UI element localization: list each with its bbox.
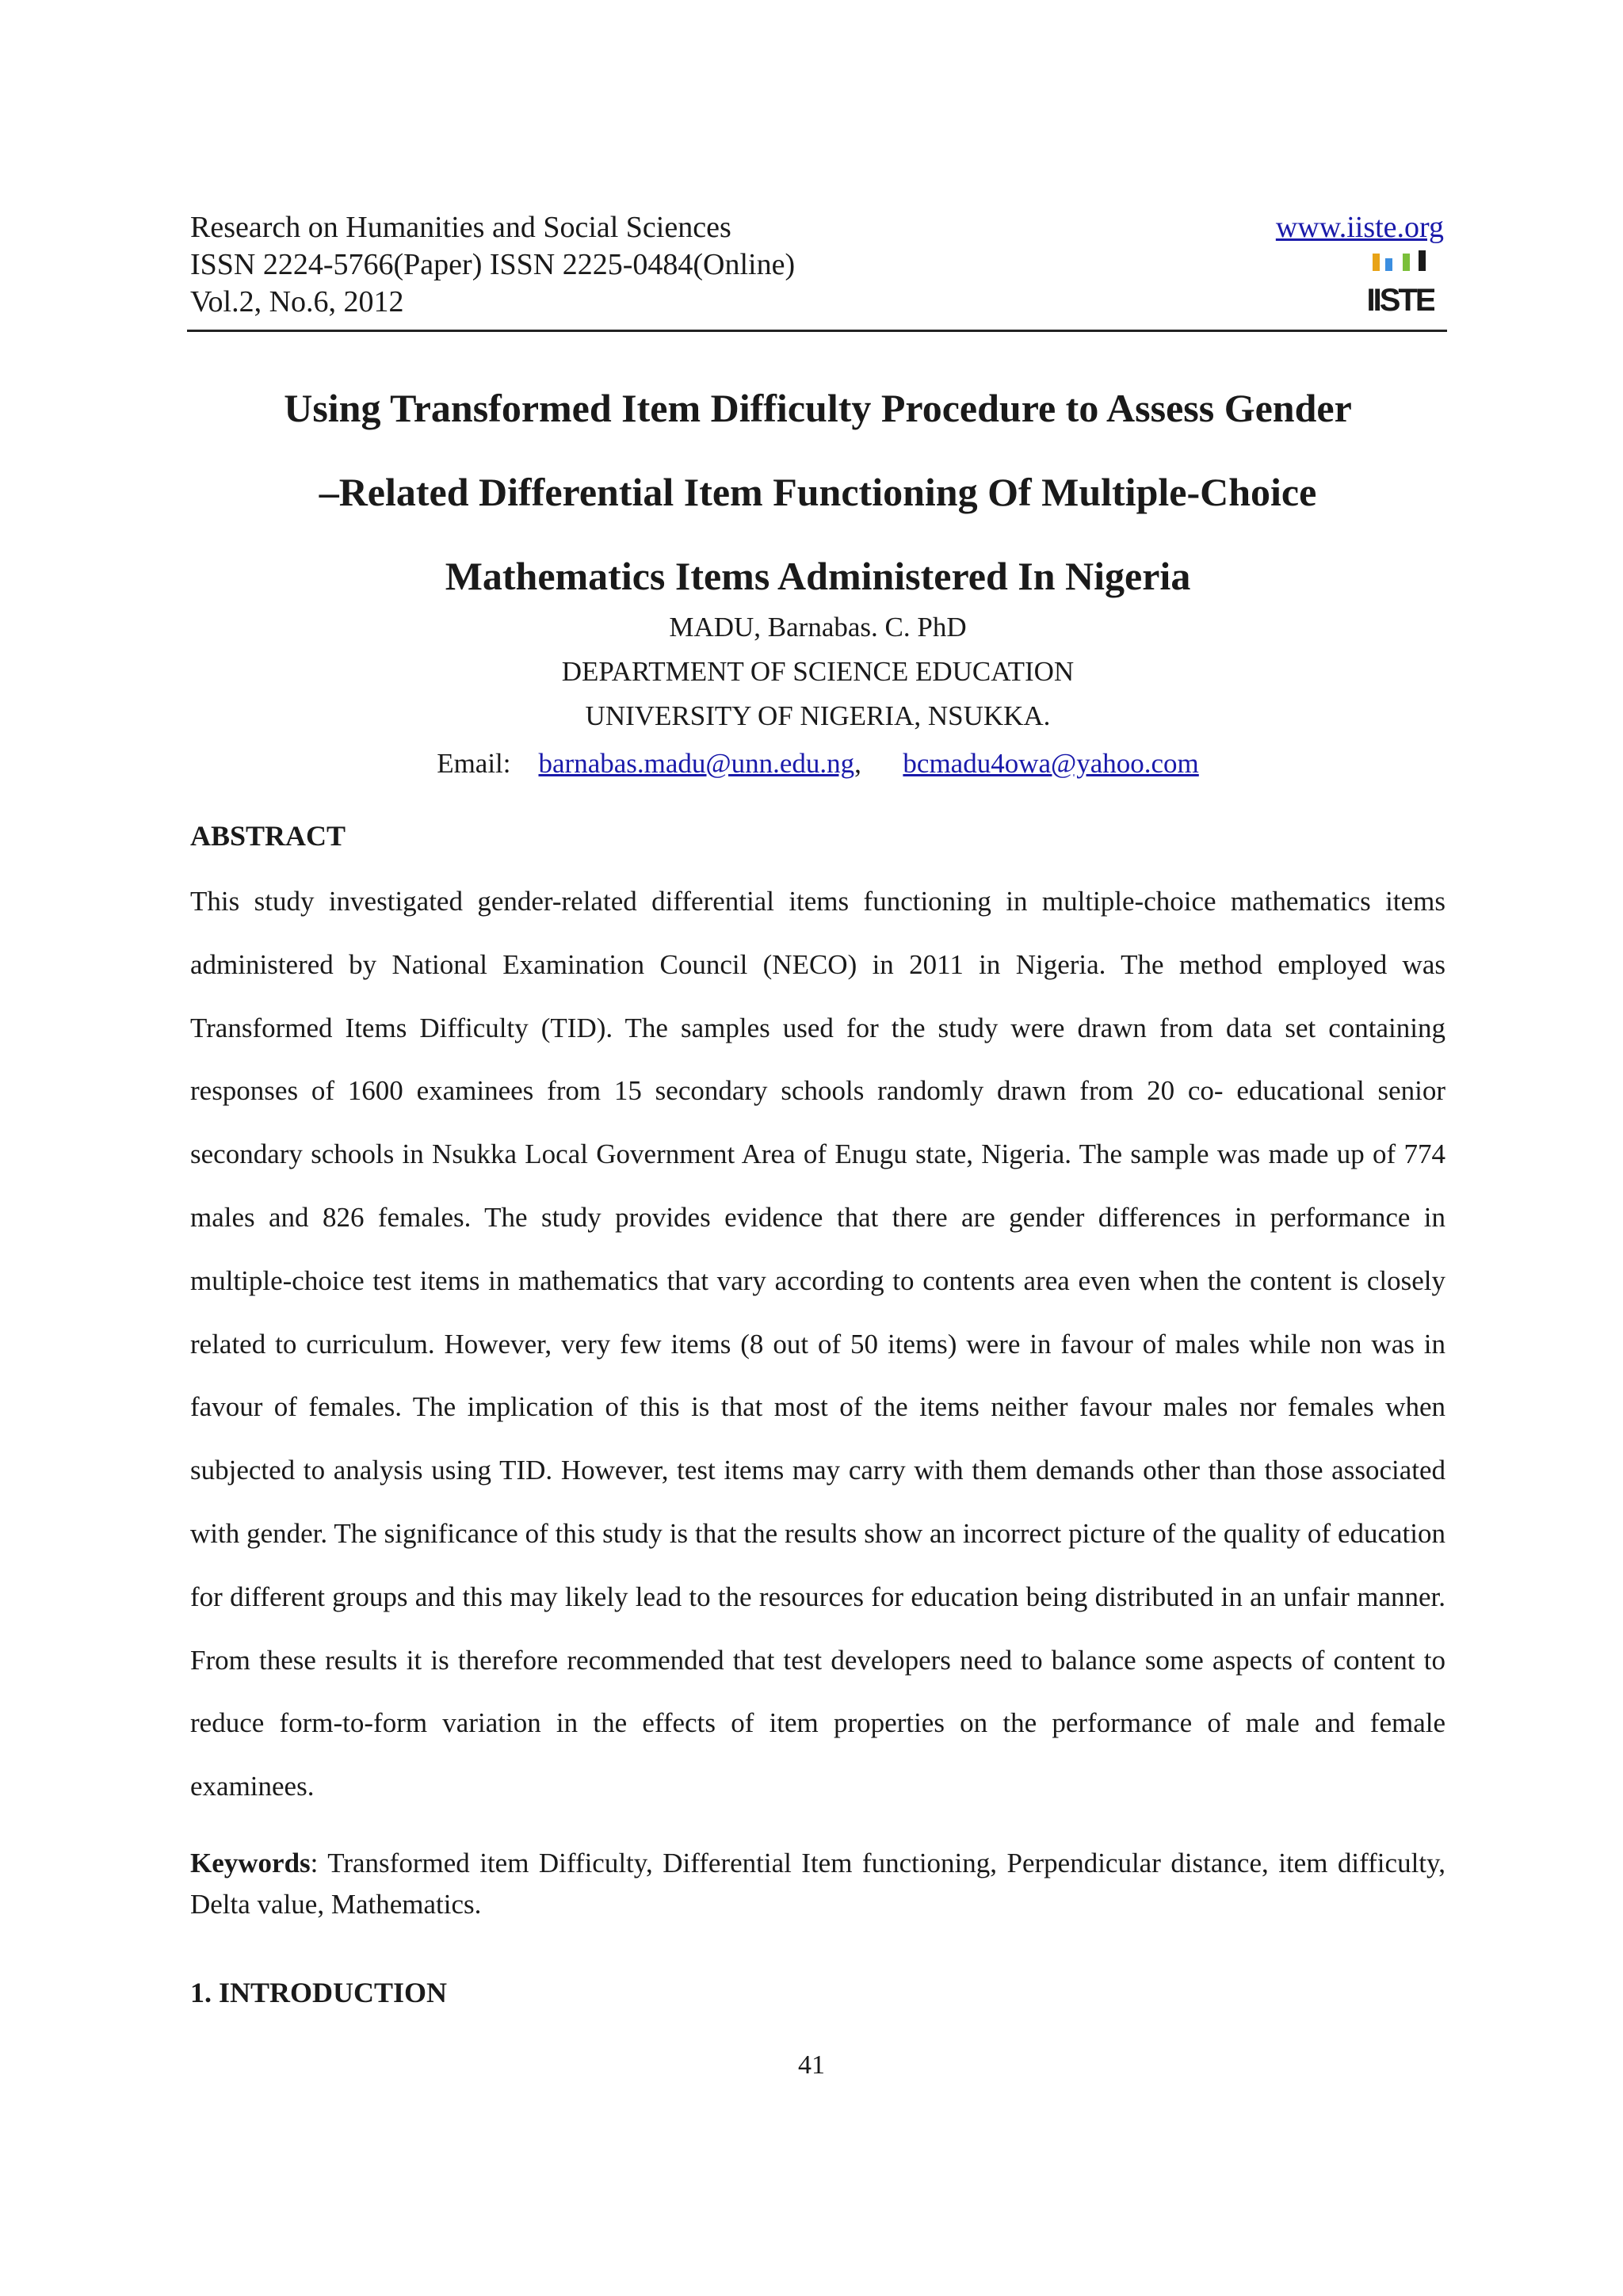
email-separator: , xyxy=(854,748,861,779)
email-link-1[interactable]: barnabas.madu@unn.edu.ng xyxy=(538,748,855,779)
title-line-1: Using Transformed Item Difficulty Procedure to Assess Gender xyxy=(284,386,1352,430)
author-block xyxy=(190,605,1445,786)
author-emails xyxy=(190,742,1445,786)
page-number: 41 xyxy=(798,2050,825,2080)
email-link-2[interactable]: bcmadu4owa@yahoo.com xyxy=(903,748,1199,779)
journal-issn: ISSN 2224-5766(Paper) ISSN 2225-0484(Online) xyxy=(190,248,796,281)
abstract-text: This study investigated gender-related differential items functioning in multiple-choice mathematics items administered by National Examination Council (NECO) in 2011 in Nigeria. The method employed was Transformed Items Difficulty (TID). The samples used for the study were drawn from data set containing responses of 1600 examinees from 15 secondary schools randomly drawn from 20 co- educational senior secondary schools in Nsukka Local Government Area of Enugu state, Nigeria. The sample was made up of 774 males and 826 females. The study provides evidence that there are gender differences in performance in multiple-choice test items in mathematics that vary according to contents area even when the content is closely related to curriculum. However, very few items (8 out of 50 items) were in favour of males while non was in favour of females. The implication of this is that most of the items neither favour males nor females when subjected to analysis using TID. However, test items may carry with them demands other than those associated with gender. The significance of this study is that the results show an incorrect picture of the quality of education for different groups and this may likely lead to the resources for education being distributed in an unfair manner. From these results it is therefore recommended that test developers need to balance some aspects of content to reduce form-to-form variation in the effects of item properties on the performance of male and female examinees. xyxy=(190,886,1445,1802)
keywords-text: : Transformed item Difficulty, Differential Item functioning, Perpendicular distance, item difficulty, Delta value, Mathematics. xyxy=(190,1848,1445,1920)
header-divider xyxy=(187,330,1447,332)
journal-name: Research on Humanities and Social Sciences xyxy=(190,211,731,244)
email-label: Email: xyxy=(437,748,511,779)
iiste-logo-icon xyxy=(1366,249,1434,315)
author-department: DEPARTMENT OF SCIENCE EDUCATION xyxy=(561,656,1075,687)
abstract-heading: ABSTRACT xyxy=(190,820,346,852)
journal-header xyxy=(190,209,1444,321)
introduction-heading: 1. INTRODUCTION xyxy=(190,1977,448,2008)
logo-text: IISTE xyxy=(1366,283,1434,315)
keywords-paragraph xyxy=(190,1843,1445,1925)
author-university: UNIVERSITY OF NIGERIA, NSUKKA. xyxy=(585,700,1051,731)
title-line-3: Mathematics Items Administered In Nigeria xyxy=(445,554,1191,598)
author-name: MADU, Barnabas. C. PhD xyxy=(669,612,967,643)
keywords-label: Keywords xyxy=(190,1848,311,1878)
journal-url-link[interactable]: www.iiste.org xyxy=(1275,211,1444,244)
journal-volume: Vol.2, No.6, 2012 xyxy=(190,285,404,318)
title-line-2: –Related Differential Item Functioning Of Multiple-Choice xyxy=(319,470,1317,514)
paper-title xyxy=(190,366,1445,618)
